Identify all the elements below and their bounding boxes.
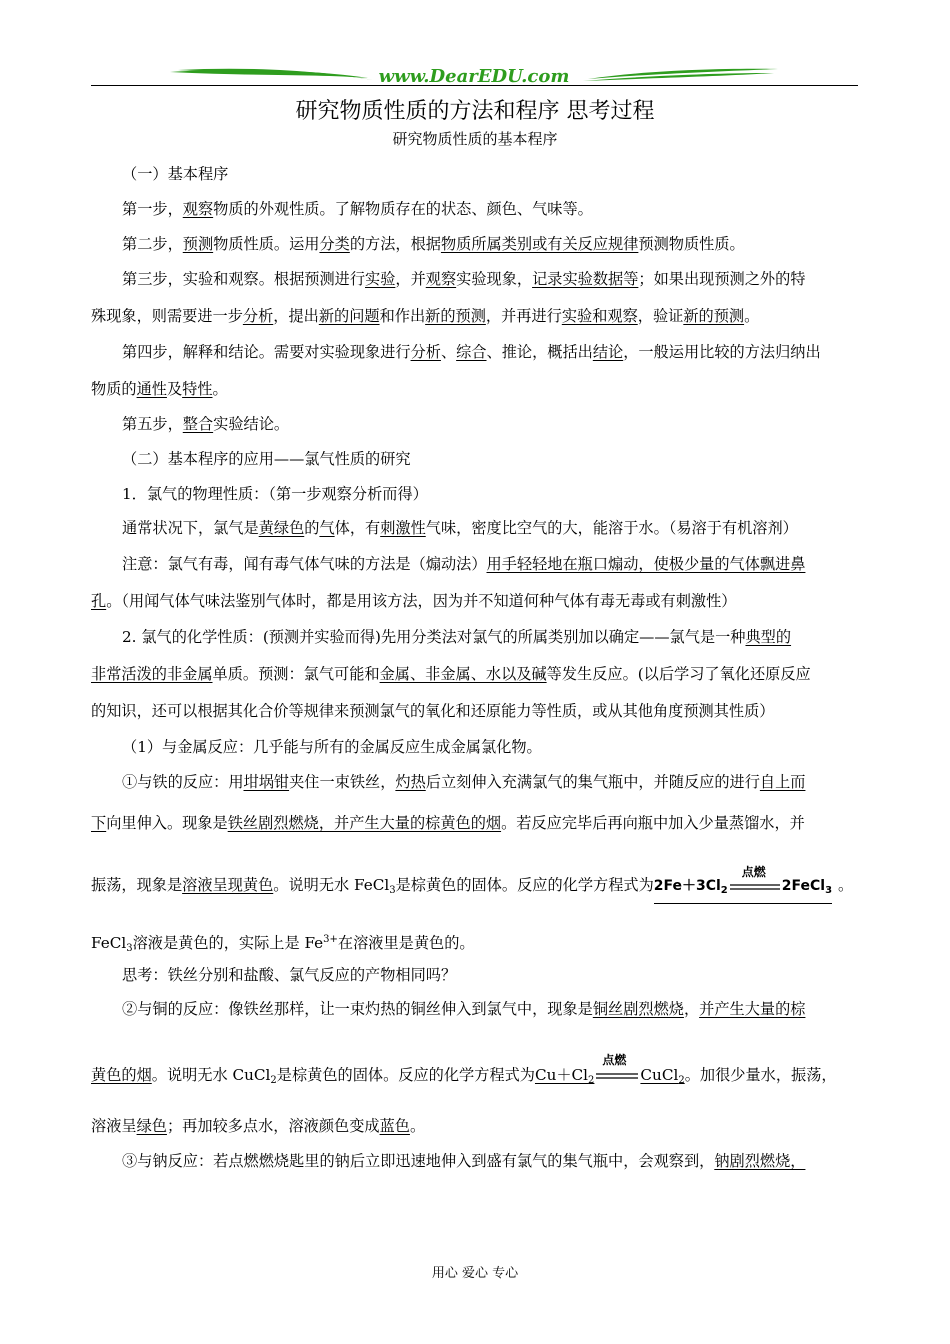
chemical-properties-line-3: 的知识，还可以根据其化合价等规律来预测氯气的氧化和还原能力等性质，或从其他角度预测其性质）: [91, 702, 775, 720]
copper-equation-left: $Cu+Cl_2$: [534, 1066, 595, 1086]
copper-reaction-line-3: 溶液呈绿色；再加较多点水，溶液颜色变成蓝色。: [91, 1117, 426, 1135]
page-subtitle: 研究物质性质的基本程序: [392, 130, 558, 148]
iron-reaction-line-3: 振荡，现象是溶液呈现黄色。说明无水 FeCl$_3$是棕黄色的固体。反应的化学方程式为$2Fe+3Cl_2$ 点燃 2FeCl$_3$ 。: [91, 874, 861, 904]
note-line-1: 注意：氯气有毒，闻有毒气体气味的方法是（煽动法）用手轻轻地在瓶口煽动，使极少量的气体飘进鼻: [122, 555, 806, 573]
note-line-2: 孔。（用闻气体气味法鉴别气体时，都是用该方法，因为并不知道何种气体有毒无毒或有刺激性）: [91, 592, 737, 610]
copper-reaction-line-1: ②与铜的反应：像铁丝那样，让一束灼热的铜丝伸入到氯气中，现象是铜丝剧烈燃烧，并产生大量的棕: [122, 1000, 806, 1018]
logo-text: www.DearEDU.com: [378, 66, 570, 87]
step-1: 第一步，观察物质的外观性质。了解物质存在的状态、颜色、气味等。: [122, 200, 593, 218]
section-1-heading: （一）基本程序: [122, 165, 229, 183]
chemical-properties-line-1: 2. 氯气的化学性质：(预测并实验而得)先用分类法对氯气的所属类别加以确定——氯气是一种典型的: [122, 628, 792, 646]
copper-reaction-line-2: 黄色的烟。说明无水 CuCl$_2$是棕黄色的固体。反应的化学方程式为$Cu+Cl_2$ 点燃 CuCl$_2$。加很少量水，振荡，: [91, 1053, 837, 1086]
physical-properties-heading: 1．氯气的物理性质：（第一步观察分析而得）: [122, 485, 428, 503]
reaction-arrow: 点燃: [594, 1069, 640, 1083]
chemical-properties-line-2: 非常活泼的非金属单质。预测：氯气可能和金属、非金属、水以及碱等发生反应。(以后学习了氧化还原反应: [91, 665, 811, 683]
metal-reaction-heading: （1）与金属反应：几乎能与所有的金属反应生成金属氯化物。: [122, 738, 542, 756]
iron-equation: $2Fe+3Cl_2$ 点燃 2FeCl$_3$: [654, 875, 832, 904]
step-4-line-1: 第四步，解释和结论。需要对实验现象进行分析、综合、推论，概括出结论，一般运用比较的方法归纳出: [122, 343, 821, 361]
think-question: 思考：铁丝分别和盐酸、氯气反应的产物相同吗？: [122, 966, 457, 984]
equals-sign-icon: [728, 883, 782, 891]
sodium-reaction-line-1: ③与钠反应：若点燃燃烧匙里的钠后立即迅速地伸入到盛有氯气的集气瓶中，会观察到，钠剧烈燃烧，: [122, 1152, 806, 1170]
page-title: 研究物质性质的方法和程序 思考过程: [295, 99, 655, 124]
step-2: 第二步，预测物质性质。运用分类的方法，根据物质所属类别或有关反应规律预测物质性质。: [122, 235, 745, 253]
copper-equation-right: CuCl$_2$: [640, 1066, 685, 1086]
step-4-line-2: 物质的通性及特性。: [91, 380, 228, 398]
header-rule: [91, 85, 858, 86]
iron-reaction-line-4: FeCl$_3$溶液是黄色的，实际上是 $Fe^{3+}$在溶液里是黄色的。: [91, 934, 475, 954]
iron-reaction-line-1: ①与铁的反应：用坩埚钳夹住一束铁丝，灼热后立刻伸入充满氯气的集气瓶中，并随反应的进行自上而: [122, 773, 806, 791]
page-footer: 用心 爱心 专心: [431, 1266, 519, 1281]
physical-properties: 通常状况下，氯气是黄绿色的气体，有刺激性气味，密度比空气的大，能溶于水。（易溶于有机溶剂）: [122, 519, 798, 537]
iron-reaction-line-2: 下向里伸入。现象是铁丝剧烈燃烧，并产生大量的棕黄色的烟。若反应完毕后再向瓶中加入少量蒸馏水，并: [91, 814, 805, 832]
section-2-heading: （二）基本程序的应用——氯气性质的研究: [122, 450, 411, 468]
reaction-arrow: 点燃: [728, 879, 782, 893]
equals-sign-icon: [594, 1072, 640, 1080]
step-5: 第五步，整合实验结论。: [122, 415, 290, 433]
step-3-line-1: 第三步，实验和观察。根据预测进行实验，并观察实验现象，记录实验数据等；如果出现预测之外的特: [122, 270, 806, 288]
step-3-line-2: 殊现象，则需要进一步分析，提出新的问题和作出新的预测，并再进行实验和观察，验证新的预测。: [91, 307, 760, 325]
